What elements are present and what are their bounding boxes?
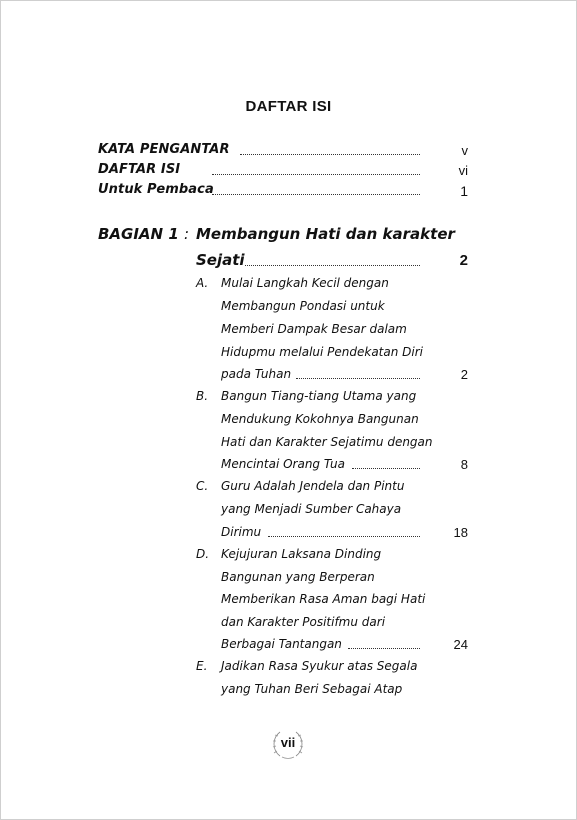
leader-dots — [245, 265, 420, 266]
entry-line: Mendukung Kokohnya Bangunan — [221, 412, 419, 426]
entry-letter: A. — [196, 276, 209, 290]
entry-letter: C. — [196, 479, 209, 493]
leader-dots — [348, 648, 420, 649]
entry-line: Mencintai Orang Tua — [221, 457, 345, 471]
entry-line: Kejujuran Laksana Dinding — [221, 547, 382, 561]
page-title: DAFTAR ISI — [245, 98, 332, 115]
toc-front-page: v — [461, 143, 468, 158]
entry-letter: E. — [196, 659, 208, 673]
entry-line: Dirimu — [221, 525, 262, 539]
toc-front-label: KATA PENGANTAR — [98, 142, 230, 157]
part-page: 2 — [459, 252, 468, 269]
entry-page: 18 — [453, 525, 468, 540]
toc-front-label: DAFTAR ISI — [98, 162, 181, 177]
part-label: BAGIAN 1 — [98, 225, 179, 243]
entry-line: Bangun Tiang-tiang Utama yang — [221, 389, 417, 403]
leader-dots — [296, 378, 420, 379]
entry-line: Hati dan Karakter Sejatimu dengan — [221, 435, 433, 449]
entry-line: Membangun Pondasi untuk — [221, 299, 385, 313]
entry-line: yang Menjadi Sumber Cahaya — [221, 502, 402, 516]
entry-line: dan Karakter Positifmu dari — [221, 615, 386, 629]
leader-dots — [240, 154, 420, 155]
toc-front-page: 1 — [460, 183, 468, 199]
entry-page: 8 — [460, 457, 468, 472]
leader-dots — [212, 174, 420, 175]
entry-line: Berbagai Tantangan — [221, 637, 342, 651]
entry-line: Mulai Langkah Kecil dengan — [221, 276, 389, 290]
entry-letter: D. — [196, 547, 210, 561]
entry-line: Hidupmu melalui Pendekatan Diri — [221, 345, 424, 359]
part-title-line1: Membangun Hati dan karakter — [196, 225, 455, 243]
leader-dots — [352, 468, 420, 469]
page-number: vii — [280, 735, 296, 750]
toc-front-page: vi — [458, 163, 468, 178]
leader-dots — [268, 536, 420, 537]
entry-line: Jadikan Rasa Syukur atas Segala — [221, 659, 418, 673]
entry-line: Guru Adalah Jendela dan Pintu — [221, 479, 405, 493]
entry-letter: B. — [196, 389, 209, 403]
part-title-line2: Sejati — [196, 251, 245, 269]
entry-line: Bangunan yang Berperan — [221, 570, 375, 584]
entry-line: Memberi Dampak Besar dalam — [221, 322, 407, 336]
entry-line: pada Tuhan — [221, 367, 292, 381]
entry-page: 24 — [453, 637, 468, 652]
toc-front-label: Untuk Pembaca — [98, 182, 214, 197]
leader-dots — [212, 194, 420, 195]
entry-line: Memberikan Rasa Aman bagi Hati — [221, 592, 426, 606]
entry-page: 2 — [460, 367, 468, 382]
part-colon: : — [184, 225, 190, 243]
entry-line: yang Tuhan Beri Sebagai Atap — [221, 682, 403, 696]
